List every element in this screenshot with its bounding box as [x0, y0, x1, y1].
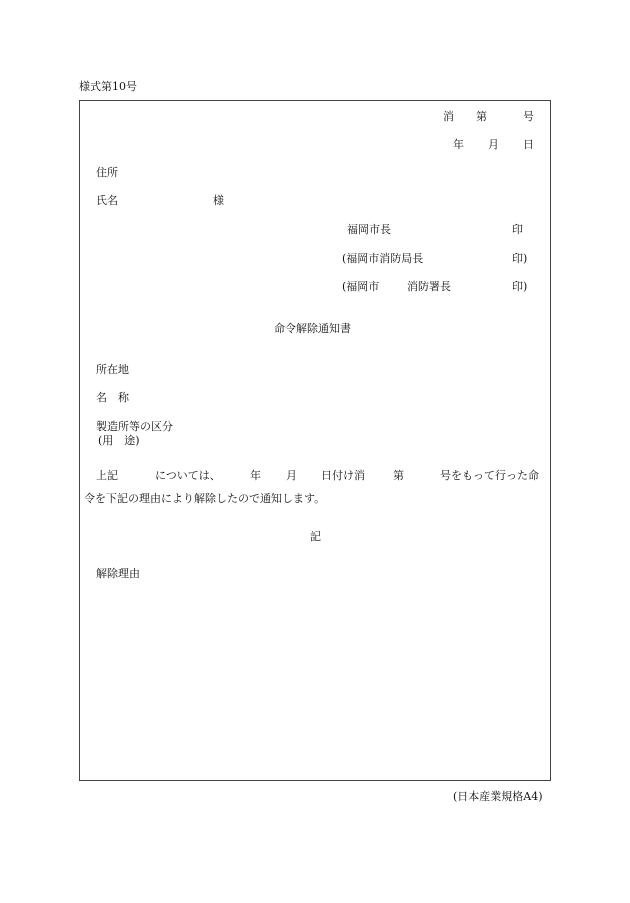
document-title: 命令解除通知書 [274, 322, 351, 335]
ki-heading: 記 [310, 530, 321, 543]
footer-jis-a4: (日本産業規格A4) [453, 790, 543, 803]
doc-number-dai: 第 [476, 110, 487, 123]
doc-number-go: 号 [523, 110, 534, 123]
date-day: 日 [523, 138, 534, 151]
issuer-fire-chief: (福岡市消防局長 [342, 252, 424, 265]
issuer-mayor: 福岡市長 [347, 223, 391, 236]
form-number: 様式第10号 [79, 80, 137, 93]
body-line1-go: 号をもって行った命 [440, 469, 539, 482]
form-frame [79, 100, 551, 781]
body-line1-dai: 第 [393, 469, 404, 482]
body-line1-year: 年 [250, 469, 261, 482]
body-line1-nitsuite: については、 [155, 469, 221, 482]
body-line2: 令を下記の理由により解除したので通知します。 [84, 492, 326, 505]
issuer-station-city: (福岡市 [342, 280, 380, 293]
doc-number-prefix: 消 [443, 110, 454, 123]
address-label: 住所 [96, 166, 118, 179]
date-month: 月 [488, 138, 499, 151]
name-label: 氏名 [96, 194, 118, 207]
field-category: 製造所等の区分 [96, 420, 173, 433]
body-line1-jouki: 上記 [96, 469, 118, 482]
field-usage: (用 途) [98, 434, 140, 447]
issuer-station-chief: 消防署長 [407, 280, 451, 293]
issuer-fire-chief-seal: 印) [512, 252, 528, 265]
field-name: 名 称 [96, 391, 129, 404]
honorific-sama: 様 [213, 194, 224, 207]
issuer-mayor-seal: 印 [512, 223, 523, 236]
date-year: 年 [453, 138, 464, 151]
field-location: 所在地 [96, 363, 129, 376]
body-line1-month: 月 [286, 469, 297, 482]
issuer-station-seal: 印) [512, 280, 528, 293]
reason-label: 解除理由 [96, 567, 140, 580]
body-line1-day-sho: 日付け消 [321, 469, 365, 482]
